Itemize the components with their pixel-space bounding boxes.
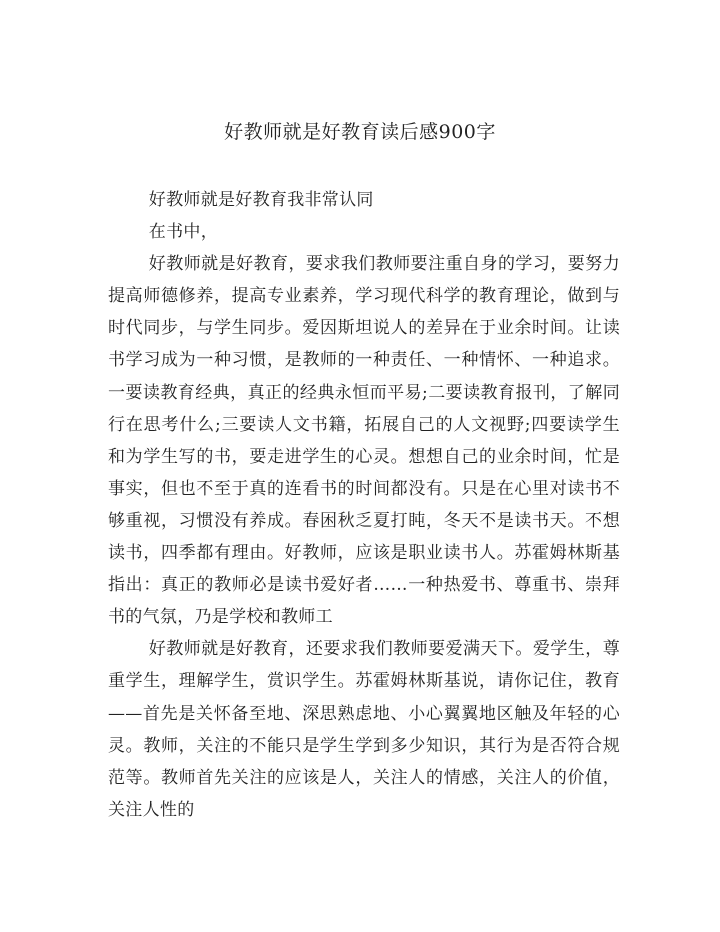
- document-title: 好教师就是好教育读后感900字: [224, 121, 496, 143]
- paragraph-4: 好教师就是好教育，还要求我们教师要爱满天下。爱学生，尊重学生，理解学生，赏识学生。苏霍姆林斯基说，请你记住，教育——首先是关怀备至地、深思熟虑地、小心翼翼地区触及年轻的心灵。教师，关注的不能只是学生学到多少知识，其行为是否符合规范等。教师首先关注的应该是人，关注人的情感，关注人的价值，关注人性的: [108, 639, 620, 820]
- paragraph-2: 在书中，: [148, 222, 218, 243]
- document-body: [108, 184, 620, 826]
- paragraph-1: 好教师就是好教育我非常认同: [148, 190, 374, 210]
- paragraph-3: 好教师就是好教育，要求我们教师要注重自身的学习，要努力提高师德修养，提高专业素养，学习现代科学的教育理论，做到与时代同步，与学生同步。爱因斯坦说人的差异在于业余时间。让读书学习成为一种习惯，是教师的一种责任、一种情怀、一种追求。一要读教育经典，真正的经典永恒而平易;二要读教育报刊，了解同行在思考什么;三要读人文书籍，拓展自己的人文视野;四要读学生和为学生写的书，要走进学生的心灵。想想自己的业余时间，忙是事实，但也不至于真的连看书的时间都没有。只是在心里对读书不够重视，习惯没有养成。春困秋乏夏打盹，冬天不是读书天。不想读书，四季都有理由。好教师，应该是职业读书人。苏霍姆林斯基指出：真正的教师必是读书爱好者……一种热爱书、尊重书、崇拜书的气氛，乃是学校和教师工: [108, 254, 620, 628]
